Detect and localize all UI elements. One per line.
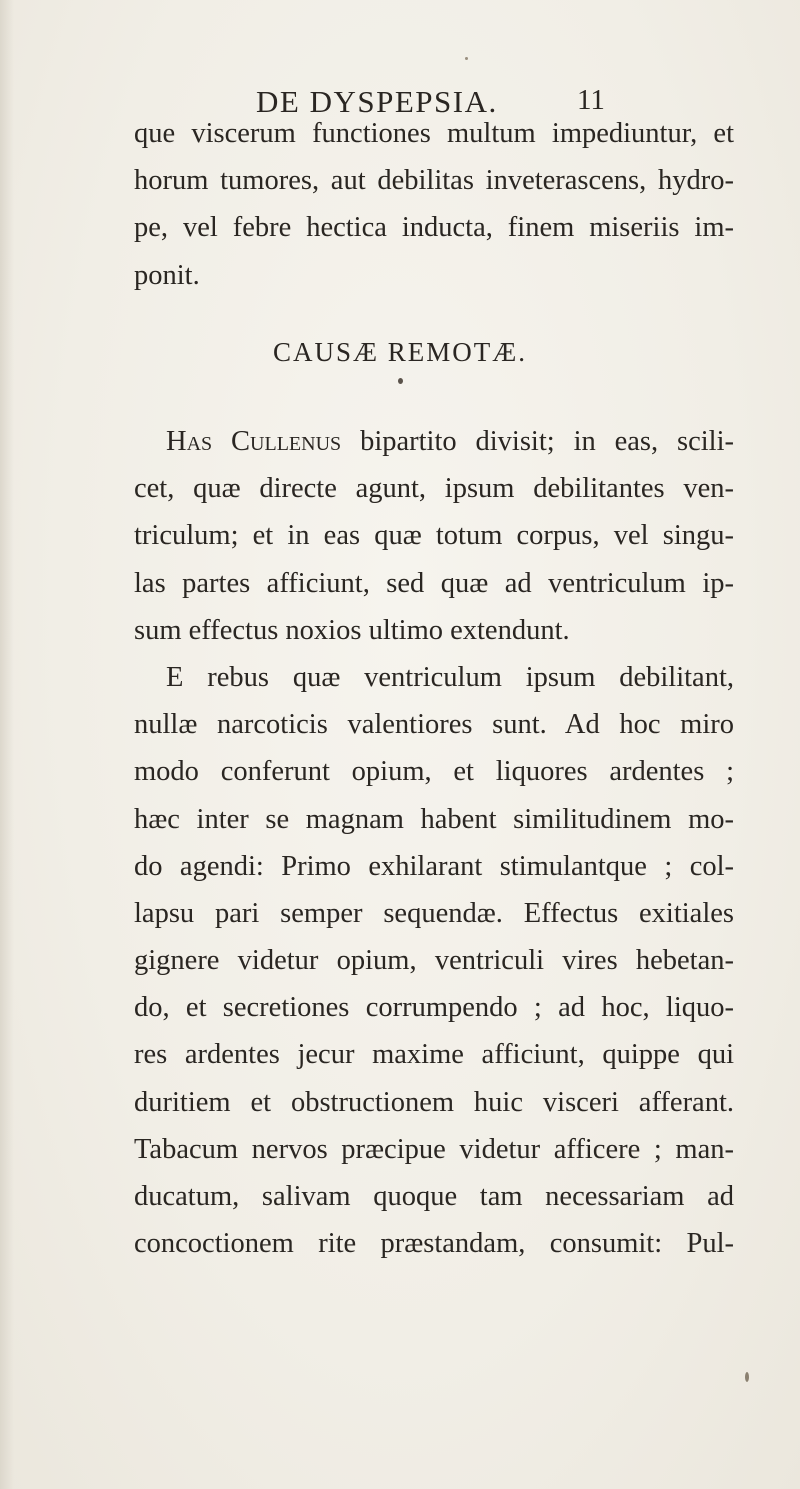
text-line: nullæ narcoticis valentiores sunt. Ad hoc miro [134, 709, 734, 741]
text-line: E rebus quæ ventriculum ipsum debilitant, [166, 661, 734, 693]
text-line: do, et secretiones corrumpendo ; ad hoc, liquo- [134, 992, 734, 1024]
text-line: que viscerum functiones multum impediuntur, et [134, 118, 734, 149]
page-number: 11 [577, 84, 605, 116]
text-line: horum tumores, aut debilitas inveterascens, hydro- [134, 165, 734, 197]
text-line: res ardentes jecur maxime afficiunt, quippe qui [134, 1039, 734, 1071]
text-line: pe, vel febre hectica inducta, finem miseriis im- [134, 212, 734, 244]
page-edge-shadow [0, 0, 14, 1489]
text-line-with-author [134, 418, 734, 465]
running-title: DE DYSPEPSIA. [256, 84, 498, 119]
text-line: las partes afficiunt, sed quæ ad ventriculum ip- [134, 567, 734, 599]
text-line: modo conferunt opium, et liquores ardentes ; [134, 756, 734, 788]
text-line: duritiem et obstructionem huic visceri afferant. [134, 1086, 734, 1118]
print-speck [465, 57, 468, 60]
text-line: lapsu pari semper sequendæ. Effectus exitiales [134, 897, 734, 929]
text-line: gignere videtur opium, ventriculi vires hebetan- [134, 945, 734, 977]
text-line: do agendi: Primo exhilarant stimulantque ; col- [134, 850, 734, 882]
section-heading: CAUSÆ REMOTÆ. [272, 337, 528, 367]
author-name: Cullenus [231, 426, 342, 457]
print-speck [745, 1372, 749, 1382]
paragraph-2-and-3 [134, 418, 734, 1267]
text-line: cet, quæ directe agunt, ipsum debilitantes ven- [134, 473, 734, 505]
print-speck [398, 378, 403, 384]
text-line: ponit. [134, 259, 200, 291]
first-word: Has [166, 426, 213, 457]
text-line: ducatum, salivam quoque tam necessariam ad [134, 1181, 734, 1212]
text-line: sum effectus noxios ultimo extendunt. [134, 614, 570, 646]
paragraph-1 [134, 110, 734, 299]
text-line: Tabacum nervos præcipue videtur afficere ; man- [134, 1133, 734, 1165]
text-line: hæc inter se magnam habent similitudinem mo- [134, 803, 734, 835]
text-line: concoctionem rite præstandam, consumit: Pul- [134, 1228, 734, 1260]
text-line: triculum; et in eas quæ totum corpus, vel singu- [134, 520, 734, 552]
text-fragment: bipartito divisit; in eas, scili- [360, 426, 735, 457]
